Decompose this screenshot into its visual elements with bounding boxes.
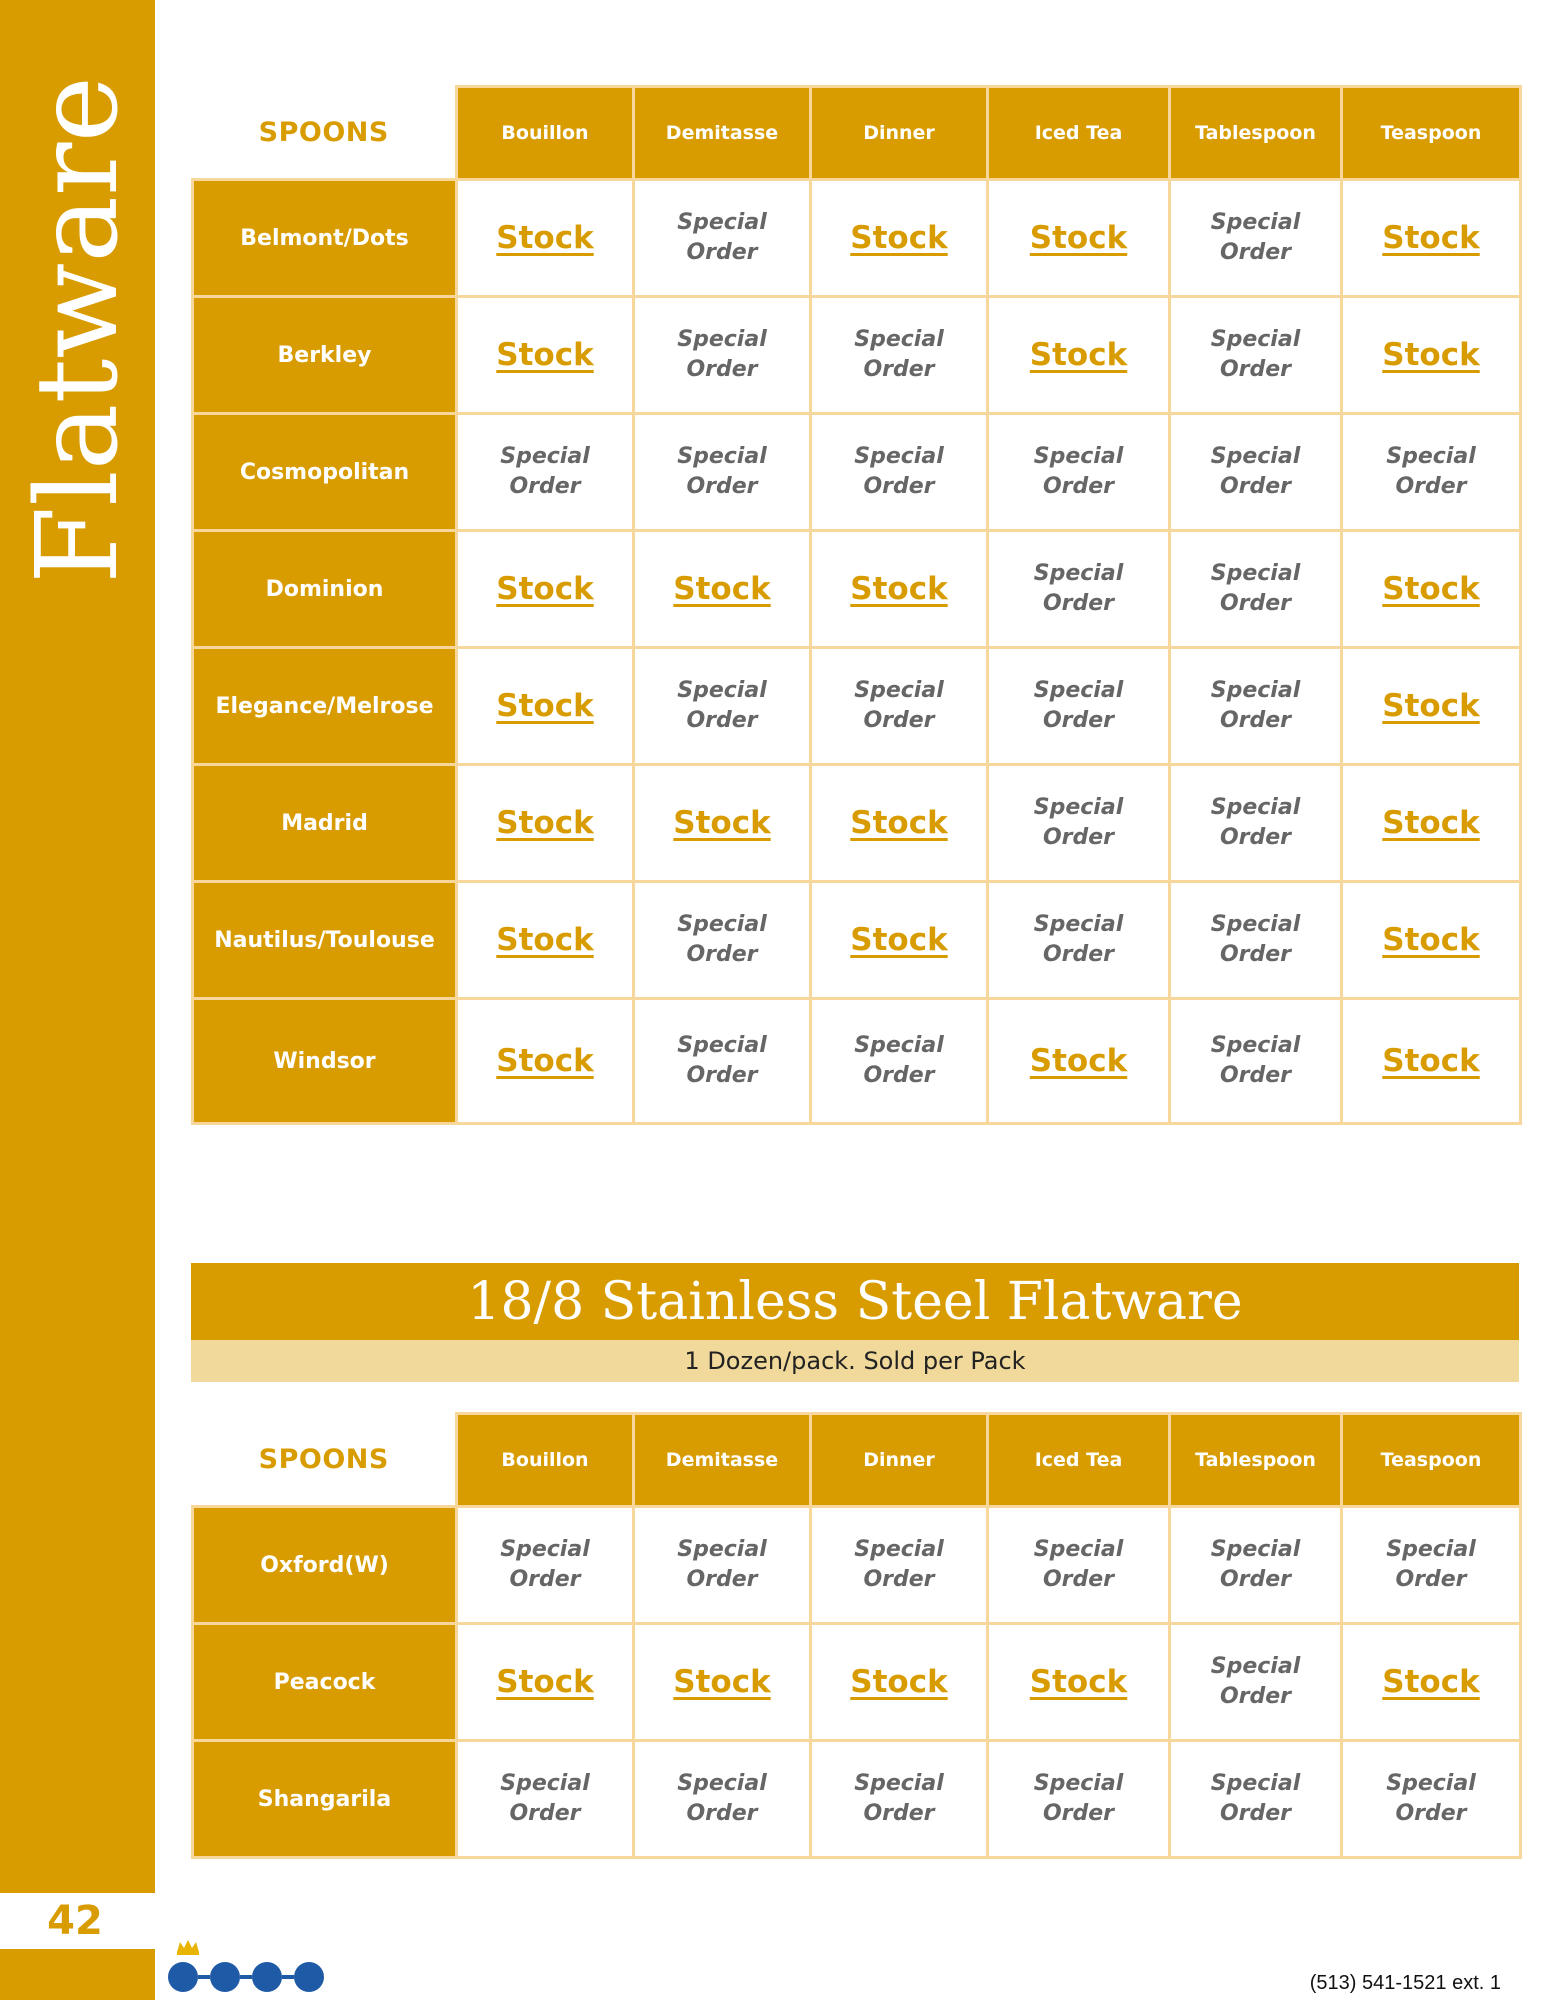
table-row (193, 180, 1521, 297)
availability-cell (1342, 1624, 1521, 1741)
availability-cell (988, 1741, 1170, 1858)
row-header: Nautilus/Toulouse (193, 882, 457, 999)
availability-cell (988, 1507, 1170, 1624)
availability-cell (1170, 1507, 1342, 1624)
availability-cell (811, 531, 988, 648)
availability-cell (1170, 180, 1342, 297)
availability-cell (634, 414, 811, 531)
spoons-table-1 (191, 85, 1522, 1125)
table-row (193, 414, 1521, 531)
availability-cell (457, 180, 634, 297)
availability-cell (1170, 414, 1342, 531)
availability-cell (811, 414, 988, 531)
availability-cell (634, 1741, 811, 1858)
special-order-label: Special Order (677, 327, 767, 382)
availability-cell (988, 1624, 1170, 1741)
row-header: Belmont/Dots (193, 180, 457, 297)
availability-cell (988, 999, 1170, 1124)
table-row (193, 765, 1521, 882)
special-order-label: Special Order (854, 1771, 944, 1826)
table-row (193, 648, 1521, 765)
row-header: Berkley (193, 297, 457, 414)
special-order-label: Special Order (854, 327, 944, 382)
special-order-label: Special Order (1210, 210, 1301, 265)
availability-cell (988, 531, 1170, 648)
phone-number: (513) 541-1521 ext. 1 (1309, 1972, 1501, 1994)
availability-cell (988, 180, 1170, 297)
sidebar-title: Flatware (13, 76, 143, 584)
availability-cell (1170, 1624, 1342, 1741)
special-order-label: Special Order (677, 1771, 767, 1826)
special-order-label: Special Order (1386, 444, 1476, 499)
special-order-label: Special Order (677, 210, 767, 265)
page-number-box (0, 1893, 155, 1949)
availability-cell (1342, 297, 1521, 414)
availability-cell (1342, 414, 1521, 531)
special-order-label: Special Order (854, 444, 944, 499)
availability-cell (1342, 180, 1521, 297)
availability-cell (457, 648, 634, 765)
stock-link[interactable]: Stock (1382, 922, 1480, 958)
special-order-label: Special Order (1210, 912, 1301, 967)
special-order-label: Special Order (1033, 795, 1124, 850)
availability-cell (1342, 999, 1521, 1124)
row-header: Dominion (193, 531, 457, 648)
special-order-label: Special Order (677, 678, 767, 733)
availability-cell (1342, 1507, 1521, 1624)
special-order-label: Special Order (1033, 678, 1124, 733)
table-row (193, 297, 1521, 414)
availability-cell (634, 531, 811, 648)
stock-link[interactable]: Stock (496, 805, 594, 841)
special-order-label: Special Order (677, 1537, 767, 1592)
column-header: Bouillon (457, 87, 634, 180)
availability-cell (457, 297, 634, 414)
availability-cell (988, 414, 1170, 531)
stock-link[interactable]: Stock (673, 571, 771, 607)
availability-cell (634, 882, 811, 999)
stock-link[interactable]: Stock (1382, 571, 1480, 607)
sidebar (0, 0, 155, 2000)
row-header: Cosmopolitan (193, 414, 457, 531)
special-order-label: Special Order (854, 1033, 944, 1088)
stock-link[interactable]: Stock (1382, 805, 1480, 841)
availability-cell (811, 999, 988, 1124)
qcrs-logo (163, 1938, 328, 1993)
stock-link[interactable]: Stock (496, 688, 594, 724)
stock-link[interactable]: Stock (496, 220, 594, 256)
availability-cell (811, 765, 988, 882)
availability-cell (1170, 882, 1342, 999)
special-order-label: Special Order (1033, 561, 1124, 616)
stock-link[interactable]: Stock (1382, 1043, 1480, 1079)
stock-link[interactable]: Stock (1029, 220, 1128, 256)
special-order-label: Special Order (500, 1537, 590, 1592)
availability-cell (1170, 999, 1342, 1124)
section-title: 18/8 Stainless Steel Flatware (191, 1263, 1519, 1340)
availability-cell (811, 882, 988, 999)
column-header: Bouillon (457, 1414, 634, 1507)
special-order-label: Special Order (677, 444, 767, 499)
availability-cell (1342, 1741, 1521, 1858)
stock-link[interactable]: Stock (1029, 337, 1128, 373)
stock-link[interactable]: Stock (496, 337, 594, 373)
availability-cell (988, 297, 1170, 414)
table-row (193, 531, 1521, 648)
special-order-label: Special Order (1386, 1537, 1476, 1592)
special-order-label: Special Order (1210, 561, 1301, 616)
special-order-label: Special Order (677, 1033, 767, 1088)
availability-cell (634, 1624, 811, 1741)
availability-cell (634, 1507, 811, 1624)
availability-cell (811, 1624, 988, 1741)
special-order-label: Special Order (1386, 1771, 1476, 1826)
availability-cell (457, 531, 634, 648)
stock-link[interactable]: Stock (850, 805, 948, 841)
availability-cell (1342, 531, 1521, 648)
special-order-label: Special Order (1210, 1537, 1301, 1592)
availability-cell (1342, 765, 1521, 882)
special-order-label: Special Order (1033, 1771, 1124, 1826)
availability-cell (811, 1507, 988, 1624)
stock-link[interactable]: Stock (850, 1664, 948, 1700)
column-header: Iced Tea (988, 87, 1170, 180)
table-row (193, 1507, 1521, 1624)
special-order-label: Special Order (854, 678, 944, 733)
stock-link[interactable]: Stock (850, 922, 948, 958)
table-row (193, 999, 1521, 1124)
column-header: Dinner (811, 1414, 988, 1507)
availability-cell (811, 180, 988, 297)
special-order-label: Special Order (1210, 327, 1301, 382)
corner-label: SPOONS (193, 87, 457, 180)
column-header: Iced Tea (988, 1414, 1170, 1507)
column-header: Demitasse (634, 87, 811, 180)
stock-link[interactable]: Stock (1029, 1664, 1128, 1700)
availability-cell (811, 648, 988, 765)
availability-cell (988, 765, 1170, 882)
stock-link[interactable]: Stock (673, 1664, 771, 1700)
availability-cell (634, 765, 811, 882)
availability-cell (811, 1741, 988, 1858)
availability-cell (634, 297, 811, 414)
stock-link[interactable]: Stock (1382, 337, 1480, 373)
availability-cell (1342, 882, 1521, 999)
special-order-label: Special Order (1210, 444, 1301, 499)
availability-cell (1342, 648, 1521, 765)
stock-link[interactable]: Stock (850, 571, 948, 607)
availability-cell (1170, 531, 1342, 648)
column-header: Tablespoon (1170, 87, 1342, 180)
availability-cell (811, 297, 988, 414)
availability-cell (988, 882, 1170, 999)
column-header: Teaspoon (1342, 87, 1521, 180)
special-order-label: Special Order (1210, 1033, 1301, 1088)
spoons-table-2 (191, 1412, 1522, 1859)
availability-cell (634, 648, 811, 765)
stock-link[interactable]: Stock (496, 1664, 594, 1700)
availability-cell (634, 180, 811, 297)
stock-link[interactable]: Stock (1029, 1043, 1128, 1079)
special-order-label: Special Order (500, 1771, 590, 1826)
column-header: Dinner (811, 87, 988, 180)
row-header: Shangarila (193, 1741, 457, 1858)
table-row (193, 882, 1521, 999)
row-header: Oxford(W) (193, 1507, 457, 1624)
availability-cell (1170, 765, 1342, 882)
special-order-label: Special Order (1210, 1771, 1301, 1826)
special-order-label: Special Order (1210, 1654, 1301, 1709)
section-subtitle: 1 Dozen/pack. Sold per Pack (191, 1340, 1519, 1382)
availability-cell (457, 1507, 634, 1624)
table-row (193, 1624, 1521, 1741)
special-order-label: Special Order (1210, 678, 1301, 733)
stock-link[interactable]: Stock (496, 571, 594, 607)
stock-link[interactable]: Stock (1382, 688, 1480, 724)
column-header: Demitasse (634, 1414, 811, 1507)
availability-cell (988, 648, 1170, 765)
availability-cell (1170, 1741, 1342, 1858)
availability-cell (1170, 297, 1342, 414)
row-header: Peacock (193, 1624, 457, 1741)
stock-link[interactable]: Stock (1382, 220, 1480, 256)
table-row (193, 1741, 1521, 1858)
column-header: Teaspoon (1342, 1414, 1521, 1507)
column-header: Tablespoon (1170, 1414, 1342, 1507)
page-number: 42 (47, 1898, 103, 1944)
row-header: Windsor (193, 999, 457, 1124)
stock-link[interactable]: Stock (673, 805, 771, 841)
availability-cell (457, 765, 634, 882)
special-order-label: Special Order (677, 912, 767, 967)
corner-label: SPOONS (193, 1414, 457, 1507)
special-order-label: Special Order (1033, 1537, 1124, 1592)
special-order-label: Special Order (1210, 795, 1301, 850)
special-order-label: Special Order (500, 444, 590, 499)
availability-cell (457, 999, 634, 1124)
availability-cell (457, 882, 634, 999)
special-order-label: Special Order (1033, 912, 1124, 967)
crown-icon (163, 1938, 328, 1993)
stock-link[interactable]: Stock (496, 1043, 594, 1079)
availability-cell (457, 414, 634, 531)
availability-cell (457, 1741, 634, 1858)
availability-cell (457, 1624, 634, 1741)
availability-cell (634, 999, 811, 1124)
stock-link[interactable]: Stock (1382, 1664, 1480, 1700)
availability-cell (1170, 648, 1342, 765)
stock-link[interactable]: Stock (850, 220, 948, 256)
row-header: Madrid (193, 765, 457, 882)
special-order-label: Special Order (854, 1537, 944, 1592)
stock-link[interactable]: Stock (496, 922, 594, 958)
row-header: Elegance/Melrose (193, 648, 457, 765)
special-order-label: Special Order (1033, 444, 1124, 499)
